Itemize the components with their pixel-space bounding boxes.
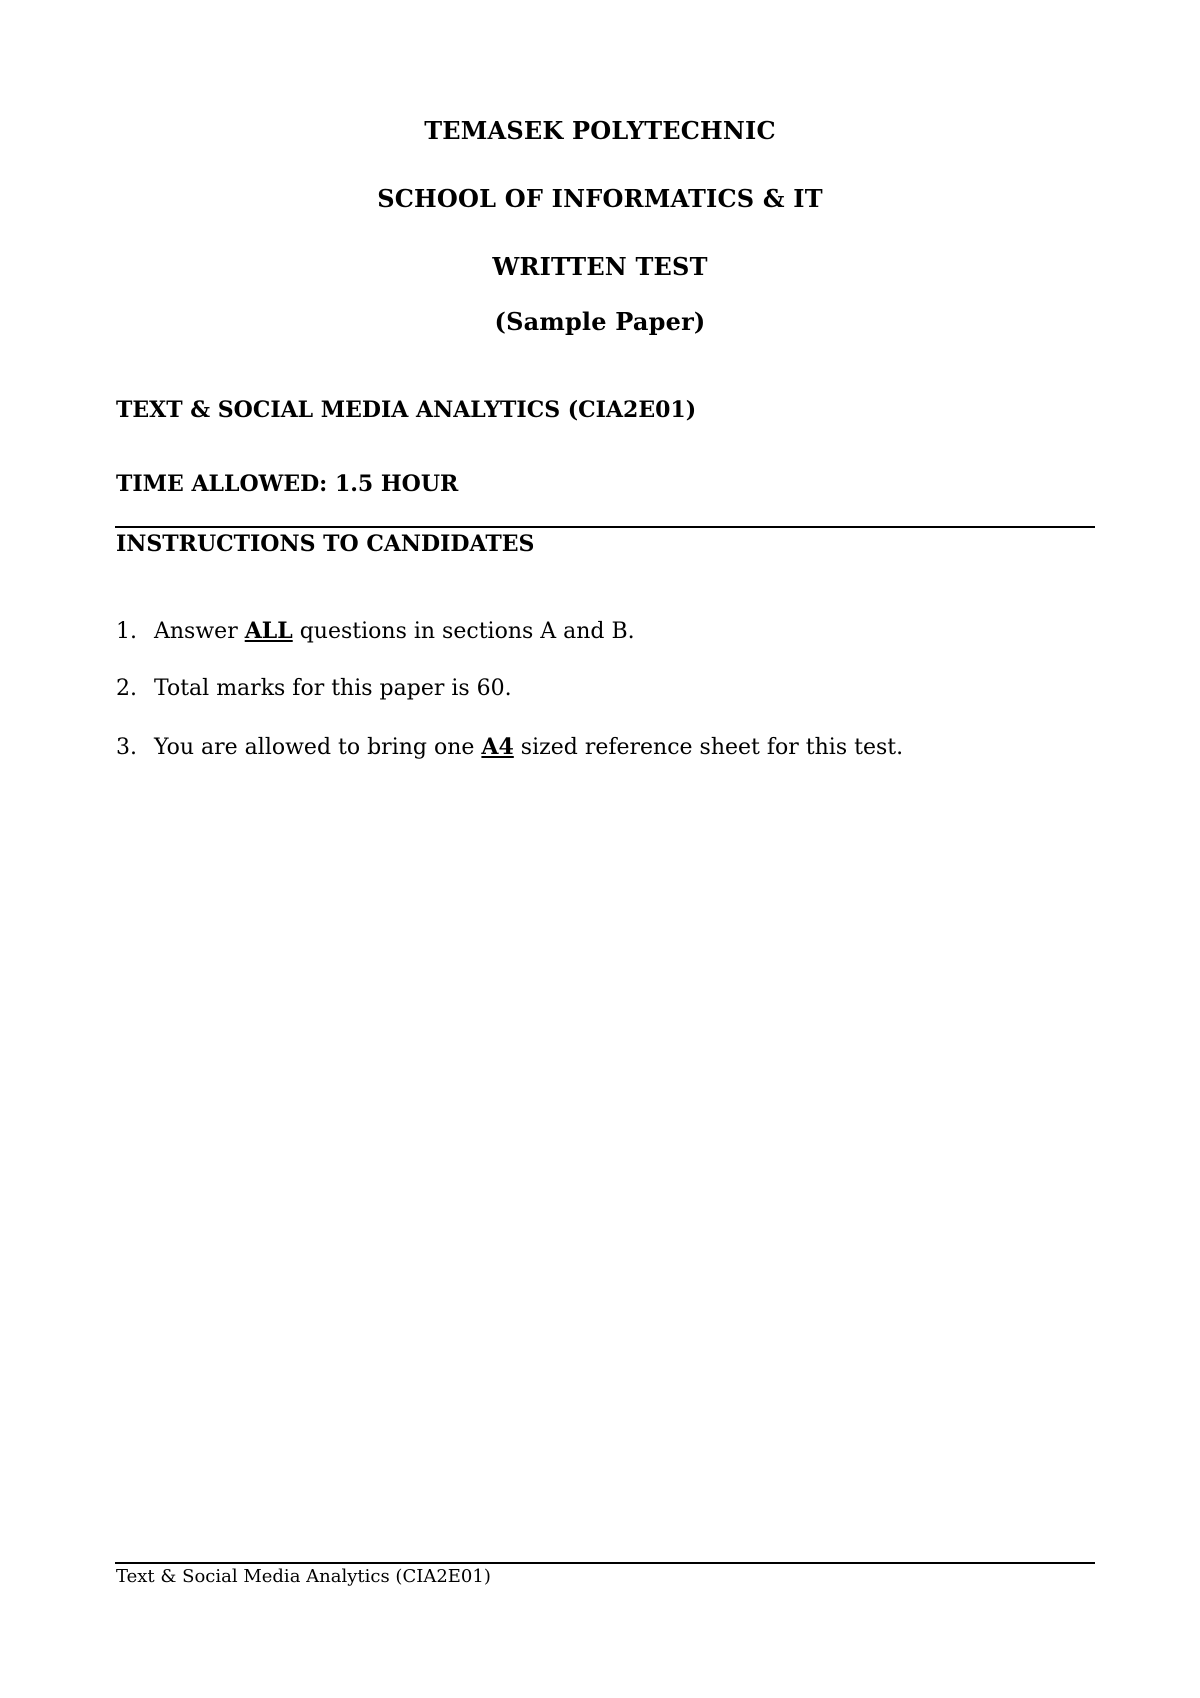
instruction-text-pre: Total marks for this paper is 60. <box>154 676 512 701</box>
paper-note: (Sample Paper) <box>494 307 706 336</box>
instruction-emphasis: A4 <box>481 734 514 760</box>
test-type-title: WRITTEN TEST <box>492 252 708 281</box>
instructions-heading: INSTRUCTIONS TO CANDIDATES <box>116 531 535 557</box>
course-title: TEXT & SOCIAL MEDIA ANALYTICS (CIA2E01) <box>116 397 697 423</box>
header-divider <box>115 526 1095 528</box>
time-allowed: TIME ALLOWED: 1.5 HOUR <box>116 471 459 497</box>
instruction-text-post: sized reference sheet for this test. <box>513 735 904 760</box>
footer-course-label: Text & Social Media Analytics (CIA2E01) <box>116 1566 491 1587</box>
instruction-item <box>116 618 635 644</box>
instruction-number: 2. <box>116 676 137 701</box>
instruction-emphasis: ALL <box>244 618 293 644</box>
instruction-text-pre: You are allowed to bring one <box>154 735 482 760</box>
footer-divider <box>115 1562 1095 1564</box>
instruction-item <box>116 734 903 760</box>
instruction-number: 3. <box>116 735 137 760</box>
instruction-text-pre: Answer <box>154 619 245 644</box>
school-title: SCHOOL OF INFORMATICS & IT <box>377 184 823 213</box>
instruction-number: 1. <box>116 619 137 644</box>
instruction-item <box>116 676 512 701</box>
institution-title: TEMASEK POLYTECHNIC <box>424 116 776 145</box>
instruction-text-post: questions in sections A and B. <box>292 619 635 644</box>
